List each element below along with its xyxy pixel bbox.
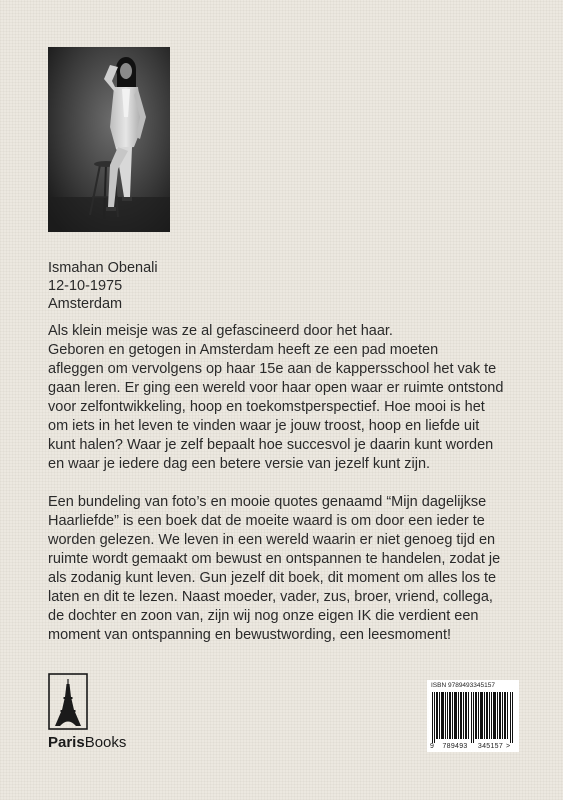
barcode-bars bbox=[432, 692, 514, 743]
barcode-digits-right: 345157 bbox=[477, 743, 504, 750]
bio-line: afleggen om vervolgens op haar 15e aan de kappersschool het vak te bbox=[48, 361, 497, 377]
isbn-barcode bbox=[427, 680, 519, 752]
bio-line: gaan leren. Er ging een wereld voor haar open waar er ruimte ontstond bbox=[48, 380, 504, 396]
isbn-label: ISBN 9789493345157 bbox=[431, 682, 495, 689]
bio-line: Geboren en getogen in Amsterdam heeft ze een pad moeten bbox=[48, 342, 439, 358]
barcode-digits-left: 789493 bbox=[442, 743, 468, 750]
bio-line: Haarliefde” is een boek dat de moeite waard is om door een ieder te bbox=[48, 513, 485, 529]
bio-line: de dochter en zoon van, zijn wij nog onze eigen IK die verdient een bbox=[48, 608, 479, 624]
author-birthdate: 12-10-1975 bbox=[48, 278, 123, 294]
barcode-digit-lead: 9 bbox=[430, 743, 435, 750]
author-name: Ismahan Obenali bbox=[48, 260, 158, 276]
author-info bbox=[48, 259, 158, 313]
bio-line: en waar je iedere dag een betere versie van jezelf kunt zijn. bbox=[48, 456, 431, 472]
bio-line: kunt halen? Waar je zelf bepaalt hoe succesvol je daarin kunt worden bbox=[48, 437, 494, 453]
barcode-digits bbox=[430, 743, 510, 750]
bio-paragraph-2 bbox=[48, 493, 528, 645]
eiffel-tower-icon bbox=[48, 673, 88, 730]
bio-line: om iets in het leven te vinden waar je jouw troost, hoop en liefde uit bbox=[48, 418, 480, 434]
bio-line: laten en dit te lezen. Naast moeder, vader, zus, broer, vriend, collega, bbox=[48, 589, 493, 605]
barcode-suffix: > bbox=[506, 743, 511, 750]
bio-line: als zodanig kunt leven. Gun jezelf dit boek, dit moment om alles los te bbox=[48, 570, 497, 586]
author-photo bbox=[48, 47, 170, 232]
bio-line: voor zelfontwikkeling, hoop en toekomstperspectief. Hoe mooi is het bbox=[48, 399, 485, 415]
publisher-name-bold: Paris bbox=[48, 734, 85, 751]
publisher-name bbox=[48, 734, 148, 751]
bio-line: moment van ontspanning en bewustwording, een leesmoment! bbox=[48, 627, 452, 643]
publisher-name-regular: Books bbox=[84, 734, 127, 751]
author-city: Amsterdam bbox=[48, 296, 123, 312]
bio-text bbox=[48, 322, 528, 645]
bio-line: Een bundeling van foto’s en mooie quotes genaamd “Mijn dagelijkse bbox=[48, 494, 487, 510]
author-photo-image bbox=[48, 47, 170, 232]
bio-line: worden gelezen. We leven in een wereld waarin er niet genoeg tijd en bbox=[48, 532, 496, 548]
bio-paragraph-1 bbox=[48, 322, 528, 474]
bio-line: Als klein meisje was ze al gefascineerd door het haar. bbox=[48, 323, 393, 339]
publisher-logo bbox=[48, 673, 148, 751]
bio-line: ruimte wordt gemaakt om bewust en ontspannen te handelen, zodat je bbox=[48, 551, 501, 567]
